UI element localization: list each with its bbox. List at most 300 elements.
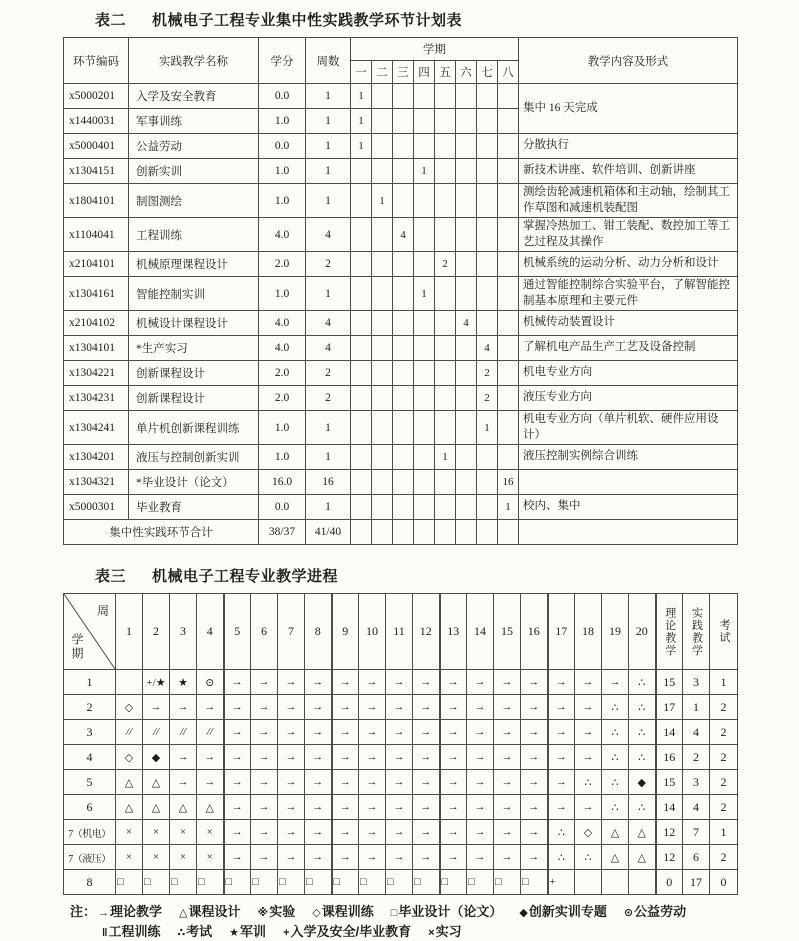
legend-item <box>98 904 162 919</box>
week-activity-cell: → <box>359 795 386 820</box>
credit-value: 0.0 <box>259 84 306 109</box>
semester-week-count <box>498 311 519 336</box>
semester-week-count <box>456 411 477 445</box>
week-activity-cell: → <box>197 695 224 720</box>
semester-week-count <box>477 109 498 134</box>
semester-week-count <box>477 252 498 277</box>
course-name: 创新实训 <box>129 159 259 184</box>
course-name: 机械原理课程设计 <box>129 252 259 277</box>
legend-line-2 <box>70 922 799 941</box>
practice-weeks-total: 3 <box>683 770 710 795</box>
week-activity-cell: → <box>386 770 413 795</box>
semester-week-count <box>498 159 519 184</box>
table3-body <box>64 670 738 895</box>
semester-week-count <box>414 311 435 336</box>
table2-row <box>64 252 738 277</box>
weeks-value: 1 <box>306 184 351 218</box>
week-activity-cell: □ <box>386 870 413 895</box>
theory-weeks-total: 12 <box>656 845 683 870</box>
legend-item <box>179 904 240 919</box>
week-activity-cell: □ <box>467 870 494 895</box>
week-activity-cell: → <box>170 770 197 795</box>
table3-title <box>95 565 799 586</box>
semester-week-count <box>477 84 498 109</box>
week-activity-cell: ∴ <box>629 720 656 745</box>
semester-week-count: 4 <box>456 311 477 336</box>
teaching-content: 液压控制实例综合训练 <box>519 445 738 470</box>
semester-week-count: 16 <box>498 470 519 495</box>
week-activity-cell: ∴ <box>602 770 629 795</box>
week-activity-cell: → <box>386 820 413 845</box>
semester-week-count <box>456 159 477 184</box>
week-activity-cell: × <box>170 845 197 870</box>
semester-week-count <box>351 218 372 252</box>
course-name: 机械设计课程设计 <box>129 311 259 336</box>
semester-week-count <box>456 361 477 386</box>
week-activity-cell: → <box>494 770 521 795</box>
semester-number: 六 <box>456 61 477 84</box>
semester-week-count: 4 <box>477 336 498 361</box>
header-exam: 考试 <box>710 594 738 670</box>
semester-week-count <box>435 361 456 386</box>
weeks-value: 1 <box>306 495 351 520</box>
week-activity-cell: → <box>521 770 548 795</box>
semester-week-count: 1 <box>435 445 456 470</box>
teaching-content: 液压专业方向 <box>519 386 738 411</box>
semester-week-count <box>456 134 477 159</box>
weeks-value: 1 <box>306 134 351 159</box>
legend-item <box>624 904 686 919</box>
week-activity-cell: → <box>251 770 278 795</box>
week-activity-cell: △ <box>116 795 143 820</box>
week-activity-cell: → <box>224 820 251 845</box>
week-activity-cell: ◇ <box>116 695 143 720</box>
semester-week-count: 1 <box>498 495 519 520</box>
credit-value: 1.0 <box>259 277 306 311</box>
semester-week-count: 1 <box>372 184 393 218</box>
weeks-value: 4 <box>306 218 351 252</box>
week-activity-cell: → <box>494 670 521 695</box>
exam-weeks-total: 2 <box>710 745 738 770</box>
semester-week-count <box>498 336 519 361</box>
week-activity-cell: → <box>278 770 305 795</box>
week-activity-cell: → <box>332 820 359 845</box>
teaching-content: 掌握冷热加工、钳工装配、数控加工等工艺过程及其操作 <box>519 218 738 252</box>
semester-row-label: 4 <box>64 745 116 770</box>
semester-week-count <box>372 218 393 252</box>
semester-week-count <box>456 470 477 495</box>
week-activity-cell: → <box>440 695 467 720</box>
legend-label: 课程设计 <box>188 904 241 920</box>
exam-weeks-total: 2 <box>710 695 738 720</box>
week-activity-cell: → <box>332 670 359 695</box>
week-number: 6 <box>251 594 278 670</box>
semester-week-count <box>456 520 477 545</box>
week-activity-cell: → <box>170 745 197 770</box>
exam-weeks-total: 1 <box>710 820 738 845</box>
week-activity-cell: → <box>602 670 629 695</box>
course-name: 创新课程设计 <box>129 386 259 411</box>
legend-symbol: ※ <box>257 907 269 920</box>
credit-value: 1.0 <box>259 159 306 184</box>
week-activity-cell: ∴ <box>602 720 629 745</box>
weeks-value: 4 <box>306 311 351 336</box>
document-page <box>0 9 799 941</box>
schedule-row <box>64 795 738 820</box>
week-activity-cell: → <box>521 820 548 845</box>
semester-week-count <box>393 134 414 159</box>
teaching-content: 机电专业方向（单片机软、硬件应用设计） <box>519 411 738 445</box>
teaching-content: 校内、集中 <box>519 495 738 520</box>
week-number: 11 <box>386 594 413 670</box>
semester-row-label: 5 <box>64 770 116 795</box>
schedule-row <box>64 770 738 795</box>
semester-week-count <box>393 445 414 470</box>
table2-title <box>95 9 799 30</box>
week-activity-cell: → <box>359 745 386 770</box>
practice-weeks-total: 4 <box>683 720 710 745</box>
semester-week-count <box>372 495 393 520</box>
week-activity-cell: → <box>251 670 278 695</box>
week-activity-cell: → <box>548 670 575 695</box>
legend-label: 课程训练 <box>321 904 374 920</box>
week-activity-cell: → <box>305 695 332 720</box>
semester-row-label: 7（液压） <box>64 845 116 870</box>
week-activity-cell: → <box>305 745 332 770</box>
semester-week-count <box>456 184 477 218</box>
semester-week-count <box>393 470 414 495</box>
week-activity-cell: → <box>143 695 170 720</box>
semester-week-count <box>372 84 393 109</box>
semester-week-count: 1 <box>414 277 435 311</box>
week-number: 16 <box>521 594 548 670</box>
teaching-schedule-table <box>63 593 738 895</box>
week-activity-cell: → <box>467 670 494 695</box>
course-code: x2104102 <box>64 311 129 336</box>
teaching-content: 通过智能控制综合实验平台，了解智能控制基本原理和主要元件 <box>519 277 738 311</box>
semester-week-count <box>435 277 456 311</box>
weeks-value: 1 <box>306 411 351 445</box>
semester-week-count: 1 <box>351 134 372 159</box>
week-activity-cell: □ <box>521 870 548 895</box>
week-activity-cell: ∴ <box>629 795 656 820</box>
week-activity-cell: → <box>197 770 224 795</box>
legend-item <box>283 924 411 939</box>
semester-week-count <box>393 311 414 336</box>
semester-week-count <box>456 84 477 109</box>
semester-week-count <box>393 336 414 361</box>
credit-value: 1.0 <box>259 184 306 218</box>
table2-row <box>64 134 738 159</box>
semester-week-count <box>372 311 393 336</box>
semester-week-count <box>456 218 477 252</box>
table2-row <box>64 361 738 386</box>
semester-week-count <box>372 252 393 277</box>
week-activity-cell: ∴ <box>548 820 575 845</box>
week-number: 8 <box>305 594 332 670</box>
week-activity-cell: × <box>116 845 143 870</box>
semester-week-count <box>435 184 456 218</box>
week-activity-cell: → <box>278 695 305 720</box>
exam-weeks-total: 2 <box>710 770 738 795</box>
week-activity-cell: ∴ <box>629 695 656 720</box>
week-number: 18 <box>575 594 602 670</box>
week-activity-cell: → <box>359 695 386 720</box>
semester-week-count <box>393 411 414 445</box>
weeks-value: 1 <box>306 277 351 311</box>
course-name: 智能控制实训 <box>129 277 259 311</box>
legend-label: 公益劳动 <box>634 904 687 920</box>
practice-weeks-total: 3 <box>683 670 710 695</box>
semester-week-count <box>372 520 393 545</box>
week-activity-cell: ◆ <box>143 745 170 770</box>
table2-row <box>64 445 738 470</box>
week-activity-cell: → <box>521 845 548 870</box>
week-activity-cell: → <box>521 720 548 745</box>
week-activity-cell: □ <box>305 870 332 895</box>
week-activity-cell: → <box>521 670 548 695</box>
header-content: 教学内容及形式 <box>519 38 738 84</box>
week-activity-cell: → <box>575 795 602 820</box>
table2-row <box>64 159 738 184</box>
week-activity-cell: △ <box>143 795 170 820</box>
week-number: 17 <box>548 594 575 670</box>
week-activity-cell: → <box>170 695 197 720</box>
teaching-content: 测绘齿轮减速机箱体和主动轴，绘制其工作草图和减速机装配图 <box>519 184 738 218</box>
week-activity-cell: → <box>224 845 251 870</box>
semester-week-count <box>372 411 393 445</box>
week-activity-cell: → <box>278 845 305 870</box>
semester-week-count <box>393 495 414 520</box>
header-weeks: 周数 <box>306 38 351 84</box>
week-activity-cell: → <box>359 670 386 695</box>
week-activity-cell: × <box>197 820 224 845</box>
credit-value: 4.0 <box>259 311 306 336</box>
schedule-row <box>64 745 738 770</box>
week-activity-cell: → <box>332 695 359 720</box>
credit-value: 4.0 <box>259 336 306 361</box>
week-activity-cell: → <box>332 845 359 870</box>
week-activity-cell: → <box>332 770 359 795</box>
semester-week-count <box>498 277 519 311</box>
week-activity-cell: // <box>116 720 143 745</box>
week-activity-cell: → <box>224 695 251 720</box>
practice-weeks-total: 4 <box>683 795 710 820</box>
week-activity-cell: → <box>575 720 602 745</box>
week-activity-cell: → <box>386 745 413 770</box>
table3-title-text: 机械电子工程专业教学进程 <box>152 568 339 586</box>
week-activity-cell: → <box>440 770 467 795</box>
header-theory-teaching: 理论教学 <box>656 594 683 670</box>
week-activity-cell: △ <box>116 770 143 795</box>
semester-week-count <box>372 159 393 184</box>
week-activity-cell: ∴ <box>602 695 629 720</box>
semester-row-label: 2 <box>64 695 116 720</box>
week-activity-cell: → <box>440 820 467 845</box>
week-activity-cell: → <box>494 695 521 720</box>
semester-week-count <box>456 495 477 520</box>
week-activity-cell: // <box>143 720 170 745</box>
semester-week-count: 1 <box>351 84 372 109</box>
week-activity-cell: → <box>386 720 413 745</box>
semester-week-count: 1 <box>477 411 498 445</box>
week-activity-cell: × <box>170 820 197 845</box>
semester-week-count: 1 <box>351 109 372 134</box>
legend-symbol: △ <box>179 907 188 920</box>
course-code: x1304101 <box>64 336 129 361</box>
legend-item <box>391 904 503 919</box>
week-activity-cell: → <box>386 695 413 720</box>
legend-symbol: + <box>283 926 290 939</box>
legend-item <box>229 924 266 939</box>
semester-week-count <box>477 134 498 159</box>
week-activity-cell <box>602 870 629 895</box>
schedule-row <box>64 695 738 720</box>
week-number: 20 <box>629 594 656 670</box>
semester-week-count <box>498 109 519 134</box>
credit-value: 1.0 <box>259 411 306 445</box>
semester-week-count <box>435 386 456 411</box>
legend-symbol: ⊙ <box>623 907 634 920</box>
week-activity-cell: ◇ <box>116 745 143 770</box>
week-activity-cell: → <box>440 720 467 745</box>
legend-label: 理论教学 <box>110 904 163 920</box>
week-activity-cell: △ <box>170 795 197 820</box>
week-activity-cell: → <box>251 720 278 745</box>
semester-week-count <box>372 386 393 411</box>
week-activity-cell: ◇ <box>575 820 602 845</box>
teaching-content: 机械系统的运动分析、动力分析和设计 <box>519 252 738 277</box>
semester-week-count <box>498 84 519 109</box>
legend-symbol: ◇ <box>312 907 321 920</box>
legend-item <box>428 924 461 939</box>
semester-week-count: 1 <box>414 159 435 184</box>
schedule-row <box>64 820 738 845</box>
table3-header-row <box>64 594 738 670</box>
legend-label: 实验 <box>269 904 296 920</box>
semester-week-count <box>435 495 456 520</box>
weeks-value: 2 <box>306 386 351 411</box>
semester-week-count <box>498 184 519 218</box>
week-activity-cell: → <box>197 745 224 770</box>
course-code: x1304221 <box>64 361 129 386</box>
week-activity-cell: → <box>548 770 575 795</box>
week-activity-cell: → <box>305 795 332 820</box>
practice-weeks-total: 2 <box>683 745 710 770</box>
week-activity-cell: → <box>305 845 332 870</box>
week-activity-cell: ∴ <box>602 795 629 820</box>
semester-week-count <box>351 495 372 520</box>
week-activity-cell: → <box>440 670 467 695</box>
semester-week-count <box>372 109 393 134</box>
week-activity-cell: → <box>251 695 278 720</box>
week-activity-cell: ◆ <box>629 770 656 795</box>
semester-week-count <box>477 218 498 252</box>
week-activity-cell: → <box>467 820 494 845</box>
semester-week-count <box>414 184 435 218</box>
semester-week-count <box>414 411 435 445</box>
legend-label: 军训 <box>240 923 267 939</box>
week-activity-cell: △ <box>602 820 629 845</box>
legend-label: 毕业设计（论文） <box>398 904 503 920</box>
teaching-content: 了解机电产品生产工艺及设备控制 <box>519 336 738 361</box>
practice-plan-table <box>63 37 738 545</box>
week-activity-cell: → <box>332 720 359 745</box>
semester-week-count <box>477 311 498 336</box>
teaching-content: 机电专业方向 <box>519 361 738 386</box>
semester-week-count <box>393 361 414 386</box>
legend-items-1 <box>98 904 703 919</box>
semester-week-count <box>456 277 477 311</box>
week-activity-cell: → <box>413 745 440 770</box>
week-activity-cell: → <box>251 745 278 770</box>
week-activity-cell: → <box>413 670 440 695</box>
legend-label: 考试 <box>186 923 213 939</box>
course-code: x1304161 <box>64 277 129 311</box>
table2-row <box>64 277 738 311</box>
legend-item <box>519 904 606 919</box>
semester-week-count <box>477 159 498 184</box>
semester-week-count <box>393 84 414 109</box>
week-activity-cell: → <box>224 795 251 820</box>
semester-week-count <box>351 470 372 495</box>
course-name: 工程训练 <box>129 218 259 252</box>
week-activity-cell: → <box>359 845 386 870</box>
week-activity-cell: → <box>251 820 278 845</box>
semester-week-count <box>393 184 414 218</box>
semester-week-count <box>435 336 456 361</box>
course-name: 军事训练 <box>129 109 259 134</box>
semester-week-count <box>498 411 519 445</box>
legend-symbol: ‖ <box>102 926 108 939</box>
header-semester-group: 学期 <box>351 38 519 61</box>
legend-item <box>312 904 373 919</box>
week-number: 10 <box>359 594 386 670</box>
semester-number: 四 <box>414 61 435 84</box>
table2-row <box>64 336 738 361</box>
week-activity-cell: → <box>548 720 575 745</box>
semester-row-label: 1 <box>64 670 116 695</box>
week-activity-cell: // <box>170 720 197 745</box>
week-number: 9 <box>332 594 359 670</box>
semester-week-count <box>372 134 393 159</box>
course-code: x1440031 <box>64 109 129 134</box>
week-activity-cell: □ <box>170 870 197 895</box>
credit-value: 16.0 <box>259 470 306 495</box>
semester-week-count <box>351 411 372 445</box>
semester-week-count <box>456 336 477 361</box>
week-activity-cell: → <box>467 720 494 745</box>
week-number: 4 <box>197 594 224 670</box>
semester-week-count <box>351 520 372 545</box>
course-name: 液压与控制创新实训 <box>129 445 259 470</box>
semester-week-count: 2 <box>477 386 498 411</box>
week-activity-cell: → <box>224 745 251 770</box>
week-activity-cell: △ <box>143 770 170 795</box>
week-activity-cell: → <box>467 695 494 720</box>
semester-week-count <box>456 445 477 470</box>
week-activity-cell: → <box>386 845 413 870</box>
week-activity-cell: // <box>197 720 224 745</box>
week-activity-cell: → <box>224 720 251 745</box>
semester-week-count <box>372 277 393 311</box>
week-activity-cell: → <box>305 670 332 695</box>
week-activity-cell: → <box>494 720 521 745</box>
legend-label: 工程训练 <box>108 923 161 939</box>
semester-week-count <box>351 336 372 361</box>
semester-week-count <box>393 277 414 311</box>
week-activity-cell: → <box>386 795 413 820</box>
